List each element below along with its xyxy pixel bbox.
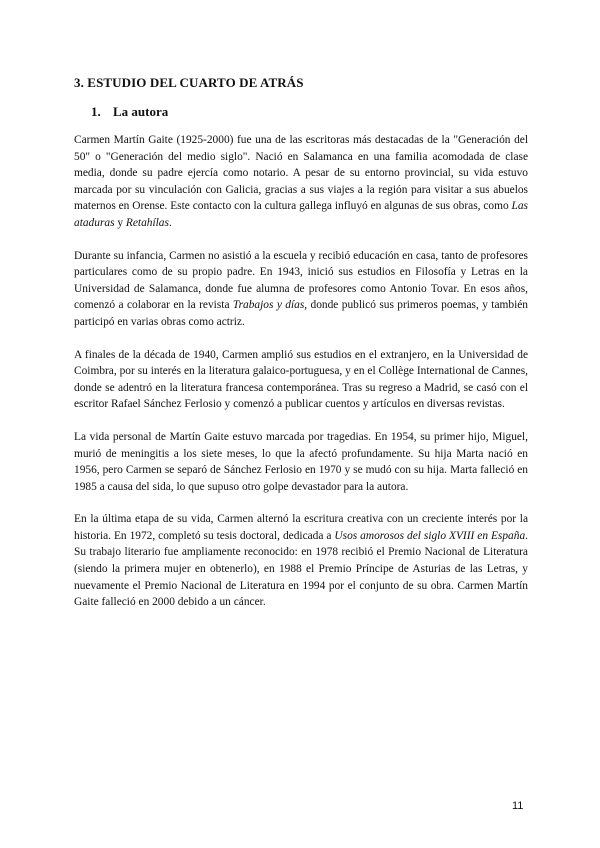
body-text	[74, 132, 528, 627]
paragraph-1-text-c: .	[168, 216, 172, 229]
paragraph-2-text-a: Durante su infancia, Carmen no asistió a la escuela y recibió educación en casa, tanto de profesores particulares como de su propio padre. En 1943, inició sus estudios en Filosofía y Letras en la Universidad de Salamanca, donde fue alumna de profesores como Antonio Tovar. En esos años, comenzó a colaborar en la revista	[74, 249, 528, 312]
subsection-label: La autora	[113, 104, 169, 119]
paragraph-2-text-b: , donde publicó sus primeros poemas, y también participó en varias obras como actriz.	[74, 299, 528, 328]
thesis-title: Usos amorosos del siglo XVIII en España	[334, 529, 526, 542]
work-title-retahilas: Retahílas	[125, 216, 169, 229]
work-title-las-ataduras: Las ataduras	[74, 200, 528, 229]
section-title: 3. ESTUDIO DEL CUARTO DE ATRÁS	[74, 75, 304, 90]
paragraph-1-text-b: y	[114, 216, 126, 229]
paragraph-4: La vida personal de Martín Gaite estuvo marcada por tragedias. En 1954, su primer hijo, Miguel, murió de meningitis a los siete meses, lo que la afectó profundamente. Su hija Marta nació en 1956, pero Carmen se separó de Sánchez Ferlosio en 1970 y se mudó con su hija. Marta falleció en 1985 a causa del sida, lo que supuso otro golpe devastador para la autora.	[74, 430, 528, 493]
paragraph-3: A finales de la década de 1940, Carmen amplió sus estudios en el extranjero, en la Universidad de Coimbra, por su interés en la literatura galaico-portuguesa, y en el Collège International de Cannes, donde se adentró en la literatura francesa contemporánea. Tras su regreso a Madrid, se casó con el escritor Rafael Sánchez Ferlosio y comenzó a publicar cuentos y artículos en diversas revistas.	[74, 348, 528, 411]
paragraph-1-text-a: Carmen Martín Gaite (1925-2000) fue una de las escritoras más destacadas de la "Generación del 50" o "Generación del medio siglo". Nació en Salamanca en una familia acomodada de clase media, donde su padre ejercía como notario. A pesar de su entorno provincial, su vida estuvo marcada por su vinculación con Galicia, gracias a sus viajes a la región para visitar a sus abuelos maternos en Orense. Este contacto con la cultura gallega influyó en algunas de sus obras, como	[74, 134, 528, 213]
paragraph-5-text-a: En la última etapa de su vida, Carmen alternó la escritura creativa con un creciente interés por la historia. En 1972, completó su tesis doctoral, dedicada a	[74, 513, 528, 542]
paragraph-1	[74, 132, 528, 232]
subsection-title	[91, 104, 168, 120]
subsection-number: 1.	[91, 104, 101, 119]
paragraph-5-text-b: . Su trabajo literario fue ampliamente reconocido: en 1978 recibió el Premio Nacional de Literatura (siendo la primera mujer en obtenerlo), en 1988 el Premio Príncipe de Asturias de las Letras, y nuevamente el Premio Nacional de Literatura en 1994 por el conjunto de su obra. Carmen Martín Gaite falleció en 2000 debido a un cáncer.	[74, 529, 529, 609]
paragraph-2	[74, 248, 528, 331]
magazine-title-trabajos-y-dias: Trabajos y días	[232, 299, 305, 312]
page-number: 11	[512, 800, 524, 812]
paragraph-5	[74, 511, 528, 611]
